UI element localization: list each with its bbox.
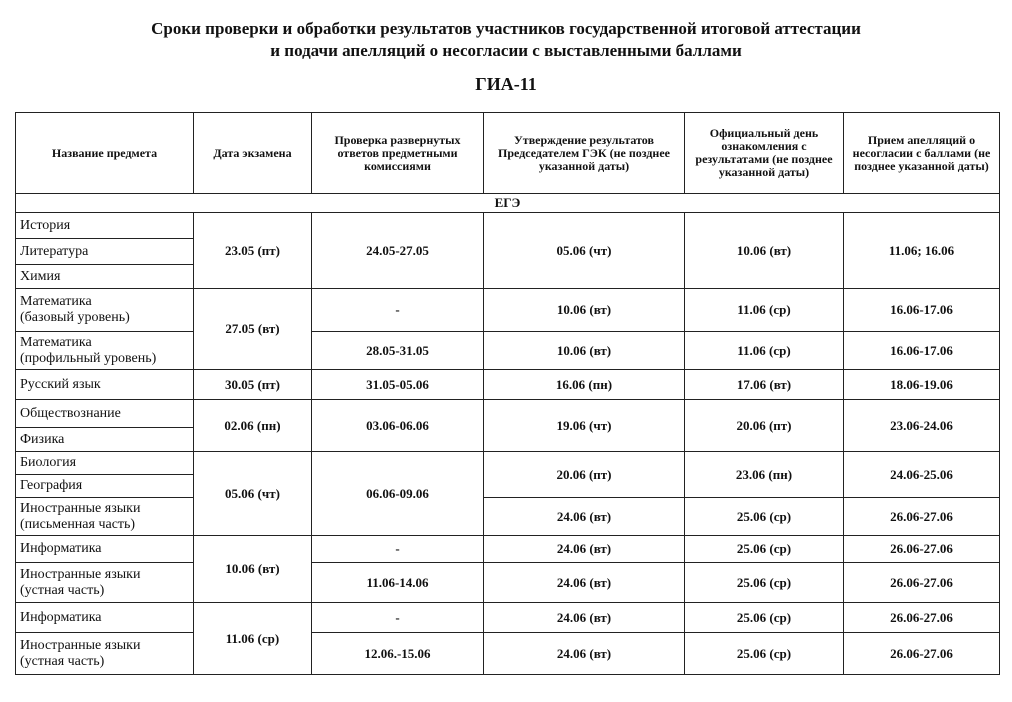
table-row xyxy=(16,332,1000,370)
subject-cell: География xyxy=(16,475,194,498)
exam-date-cell: 11.06 (ср) xyxy=(194,603,312,675)
approve-cell: 19.06 (чт) xyxy=(484,400,685,452)
official-day-cell: 23.06 (пн) xyxy=(685,452,844,498)
header-check: Проверка развернутых ответов предметными комиссиями xyxy=(312,113,484,194)
official-day-cell: 25.06 (ср) xyxy=(685,603,844,633)
table-row xyxy=(16,370,1000,400)
exam-date-cell: 02.06 (пн) xyxy=(194,400,312,452)
official-day-cell: 25.06 (ср) xyxy=(685,563,844,603)
check-cell: 03.06-06.06 xyxy=(312,400,484,452)
exam-date-cell: 10.06 (вт) xyxy=(194,536,312,603)
exam-date-cell: 30.05 (пт) xyxy=(194,370,312,400)
header-subject: Название предмета xyxy=(16,113,194,194)
check-cell: 06.06-09.06 xyxy=(312,452,484,536)
official-day-cell: 20.06 (пт) xyxy=(685,400,844,452)
subject-cell: Иностранные языки (устная часть) xyxy=(16,563,194,603)
appeal-cell: 26.06-27.06 xyxy=(844,498,1000,536)
appeal-cell: 26.06-27.06 xyxy=(844,563,1000,603)
schedule-table xyxy=(15,112,1000,675)
check-cell: - xyxy=(312,536,484,563)
exam-date-cell: 27.05 (вт) xyxy=(194,289,312,370)
check-cell: - xyxy=(312,289,484,332)
table-row xyxy=(16,603,1000,633)
subject-cell: Иностранные языки (устная часть) xyxy=(16,633,194,675)
subject-cell: Русский язык xyxy=(16,370,194,400)
check-cell: 24.05-27.05 xyxy=(312,213,484,289)
official-day-cell: 10.06 (вт) xyxy=(685,213,844,289)
table-row xyxy=(16,400,1000,428)
subject-cell: Математика (профильный уровень) xyxy=(16,332,194,370)
header-exam-date: Дата экзамена xyxy=(194,113,312,194)
approve-cell: 24.06 (вт) xyxy=(484,498,685,536)
approve-cell: 16.06 (пн) xyxy=(484,370,685,400)
subject-cell: Обществознание xyxy=(16,400,194,428)
subject-cell: Информатика xyxy=(16,603,194,633)
appeal-cell: 16.06-17.06 xyxy=(844,289,1000,332)
table-row xyxy=(16,452,1000,475)
table-row xyxy=(16,536,1000,563)
section-label: ЕГЭ xyxy=(16,194,1000,213)
check-cell: 28.05-31.05 xyxy=(312,332,484,370)
doc-title-line2: и подачи апелляций о несогласии с выставленными баллами xyxy=(270,41,742,60)
official-day-cell: 17.06 (вт) xyxy=(685,370,844,400)
check-cell: 12.06.-15.06 xyxy=(312,633,484,675)
official-day-cell: 25.06 (ср) xyxy=(685,536,844,563)
appeal-cell: 11.06; 16.06 xyxy=(844,213,1000,289)
subject-cell: Химия xyxy=(16,265,194,289)
header-appeal: Прием апелляций о несогласии с баллами (не позднее указанной даты) xyxy=(844,113,1000,194)
exam-date-cell: 05.06 (чт) xyxy=(194,452,312,536)
approve-cell: 20.06 (пт) xyxy=(484,452,685,498)
exam-date-cell: 23.05 (пт) xyxy=(194,213,312,289)
approve-cell: 24.06 (вт) xyxy=(484,536,685,563)
official-day-cell: 11.06 (ср) xyxy=(685,332,844,370)
table-row xyxy=(16,213,1000,239)
subject-cell: Биология xyxy=(16,452,194,475)
doc-title-line1: Сроки проверки и обработки результатов участников государственной итоговой аттестации xyxy=(151,19,861,38)
approve-cell: 10.06 (вт) xyxy=(484,332,685,370)
check-cell: 31.05-05.06 xyxy=(312,370,484,400)
table-row xyxy=(16,289,1000,332)
appeal-cell: 16.06-17.06 xyxy=(844,332,1000,370)
approve-cell: 24.06 (вт) xyxy=(484,563,685,603)
approve-cell: 24.06 (вт) xyxy=(484,603,685,633)
table-row xyxy=(16,633,1000,675)
official-day-cell: 25.06 (ср) xyxy=(685,633,844,675)
section-row xyxy=(16,194,1000,213)
appeal-cell: 24.06-25.06 xyxy=(844,452,1000,498)
appeal-cell: 23.06-24.06 xyxy=(844,400,1000,452)
appeal-cell: 26.06-27.06 xyxy=(844,536,1000,563)
table-row xyxy=(16,563,1000,603)
doc-subtitle: ГИА-11 xyxy=(475,74,537,94)
approve-cell: 05.06 (чт) xyxy=(484,213,685,289)
subject-cell: Математика (базовый уровень) xyxy=(16,289,194,332)
subject-cell: История xyxy=(16,213,194,239)
official-day-cell: 11.06 (ср) xyxy=(685,289,844,332)
appeal-cell: 26.06-27.06 xyxy=(844,633,1000,675)
official-day-cell: 25.06 (ср) xyxy=(685,498,844,536)
subject-cell: Иностранные языки (письменная часть) xyxy=(16,498,194,536)
subject-cell: Физика xyxy=(16,428,194,452)
appeal-cell: 18.06-19.06 xyxy=(844,370,1000,400)
subject-cell: Литература xyxy=(16,239,194,265)
check-cell: 11.06-14.06 xyxy=(312,563,484,603)
approve-cell: 10.06 (вт) xyxy=(484,289,685,332)
appeal-cell: 26.06-27.06 xyxy=(844,603,1000,633)
check-cell: - xyxy=(312,603,484,633)
approve-cell: 24.06 (вт) xyxy=(484,633,685,675)
subject-cell: Информатика xyxy=(16,536,194,563)
header-official-day: Официальный день ознакомления с результатами (не позднее указанной даты) xyxy=(685,113,844,194)
header-row xyxy=(16,113,1000,194)
header-approve: Утверждение результатов Председателем ГЭК (не позднее указанной даты) xyxy=(484,113,685,194)
table-row xyxy=(16,498,1000,536)
